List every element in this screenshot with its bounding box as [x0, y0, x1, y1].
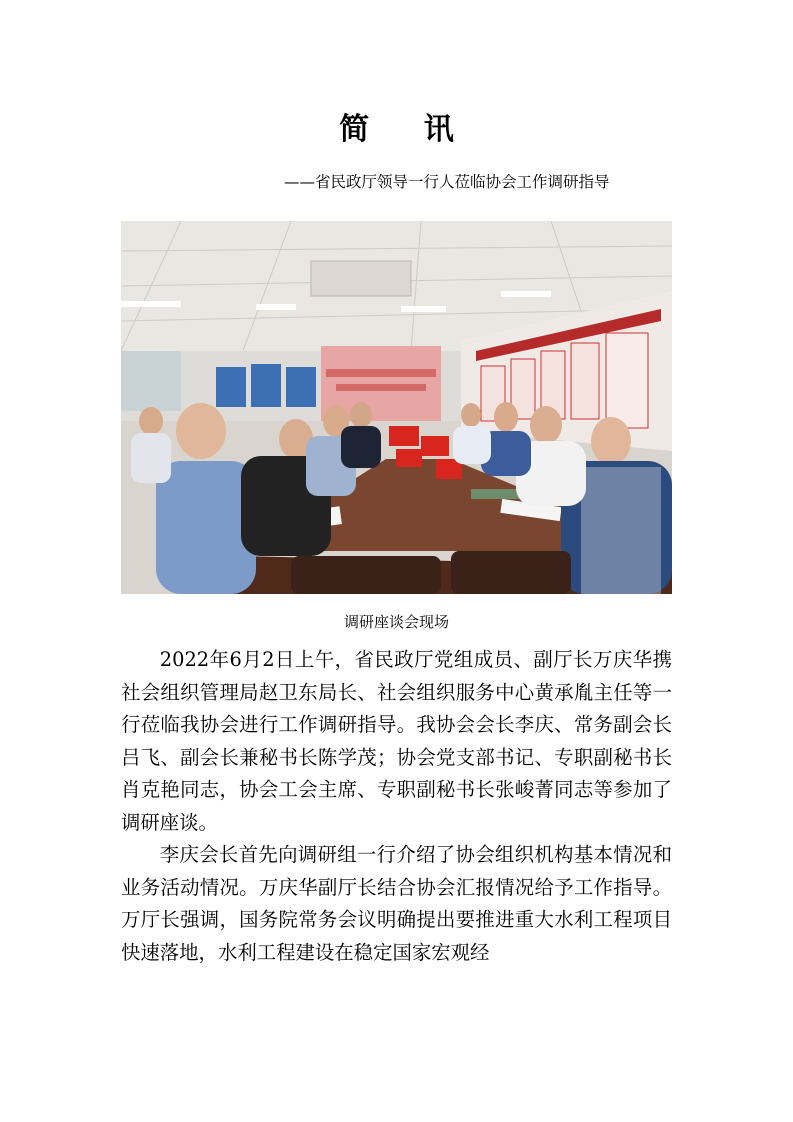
- meeting-photo: [121, 221, 672, 594]
- body-text: [121, 644, 672, 969]
- photo-caption: 调研座谈会现场: [343, 613, 449, 631]
- document-subtitle: ——省民政厅领导一行人莅临协会工作调研指导: [284, 173, 610, 191]
- paragraph-2: 李庆会长首先向调研组一行介绍了协会组织机构基本情况和业务活动情况。万庆华副厅长结合协会汇报情况给予工作指导。万厅长强调，国务院常务会议明确提出要推进重大水利工程项目快速落地，水利工程建设在稳定国家宏观经: [121, 843, 672, 964]
- document-title: 简 讯: [339, 112, 476, 147]
- paragraph-1: 2022年6月2日上午，省民政厅党组成员、副厅长万庆华携社会组织管理局赵卫东局长、社会组织服务中心黄承胤主任等一行莅临我协会进行工作调研指导。我协会会长李庆、常务副会长吕飞、副会长兼秘书长陈学茂；协会党支部书记、专职副秘书长肖克艳同志，协会工会主席、专职副秘书长张峻菁同志等参加了调研座谈。: [121, 648, 672, 834]
